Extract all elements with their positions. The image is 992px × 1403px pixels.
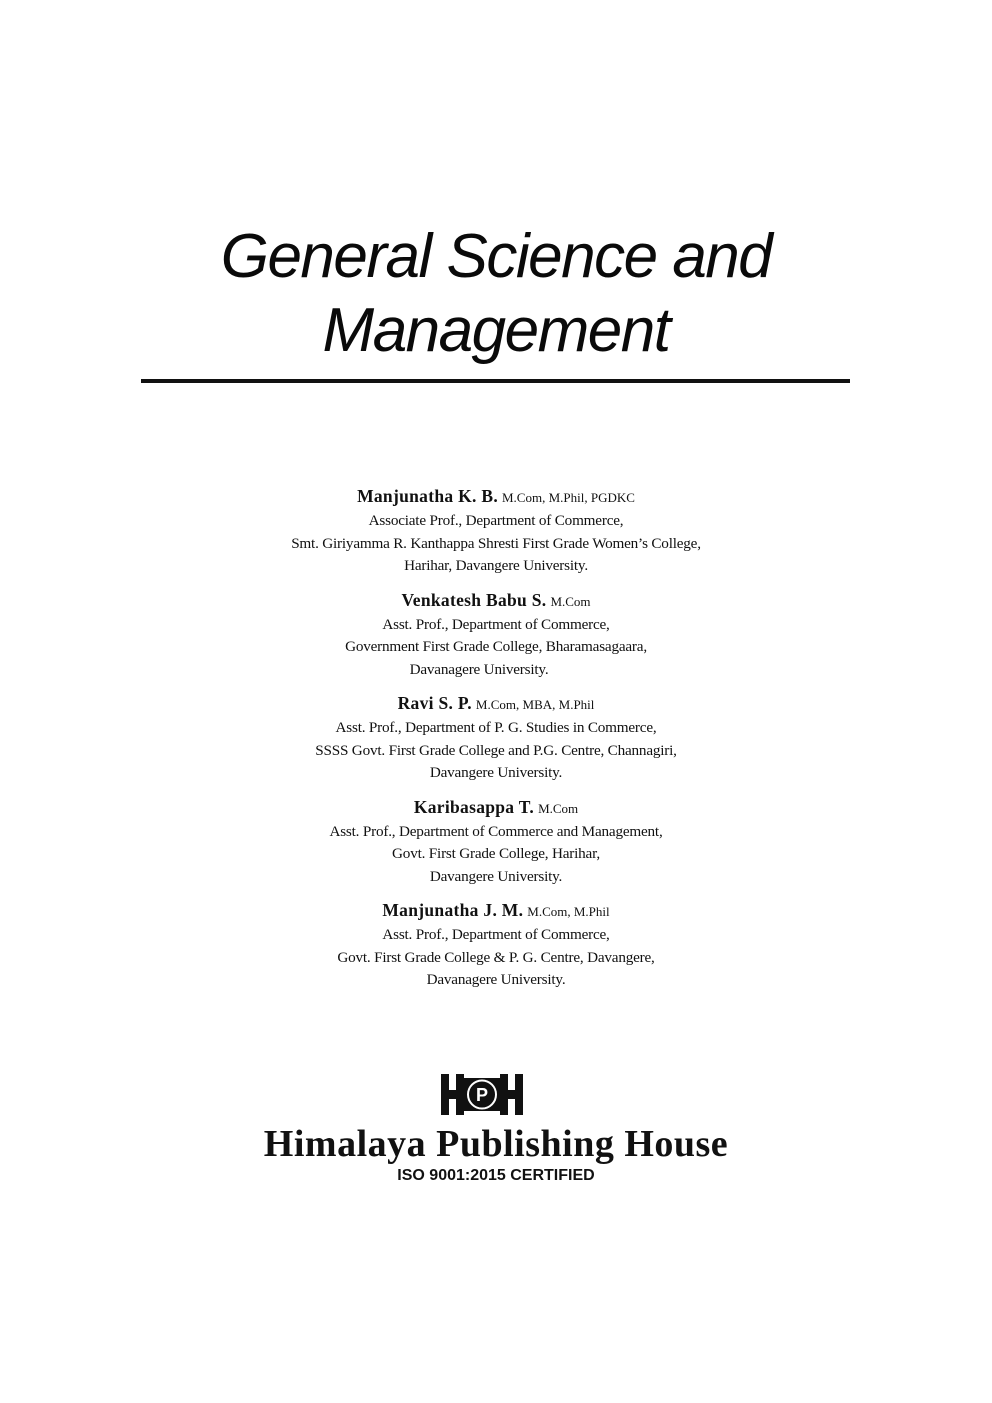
title-line-2: Management	[322, 296, 670, 365]
title-line-1: General Science and	[220, 222, 772, 291]
author-affiliation-line: Smt. Giriyamma R. Kanthappa Shresti First Grade Women’s College,	[291, 534, 701, 552]
title-divider	[141, 379, 850, 383]
author-degrees: M.Com, M.Phil, PGDKC	[502, 490, 635, 505]
author-affiliation-line: Asst. Prof., Department of Commerce,	[382, 926, 610, 943]
author-affiliation-line: Associate Prof., Department of Commerce,	[368, 512, 624, 529]
author-affiliation-line: Harihar, Davangere University.	[404, 557, 588, 574]
author-entry	[0, 484, 992, 578]
author-affiliation-line: Asst. Prof., Department of Commerce,	[382, 615, 610, 633]
author-affiliation-line: Asst. Prof., Department of Commerce and Management,	[329, 822, 663, 840]
author-affiliation-line: SSSS Govt. First Grade College and P.G. Centre, Channagiri,	[315, 741, 677, 759]
author-name: Manjunatha J. M.	[382, 900, 524, 920]
author-degrees: M.Com, M.Phil	[527, 904, 610, 919]
author-entry	[0, 691, 992, 785]
author-name: Ravi S. P.	[397, 693, 472, 713]
author-affiliation-line: Govt. First Grade College & P. G. Centre, Davangere,	[337, 948, 655, 966]
iso-certification: ISO 9001:2015 CERTIFIED	[397, 1167, 595, 1184]
publisher-name: Himalaya Publishing House	[263, 1123, 729, 1165]
author-entry	[0, 795, 992, 889]
author-entry	[0, 898, 992, 992]
author-list	[0, 484, 992, 1002]
author-degrees: M.Com, MBA, M.Phil	[475, 697, 595, 712]
author-affiliation-line: Davangere University.	[429, 764, 563, 781]
svg-text:P: P	[475, 1085, 489, 1105]
author-name: Karibasappa T.	[413, 796, 535, 817]
author-affiliation-line: Davangere University.	[429, 867, 563, 885]
author-affiliation-line: Davanagere University.	[426, 971, 566, 988]
hph-logo-icon	[441, 1074, 523, 1115]
book-title	[0, 220, 992, 368]
author-degrees: M.Com	[538, 800, 579, 816]
author-entry	[0, 588, 992, 682]
author-affiliation-line: Asst. Prof., Department of P. G. Studies in Commerce,	[335, 719, 657, 736]
author-degrees: M.Com	[550, 593, 591, 609]
author-affiliation-line: Government First Grade College, Bharamasagaara,	[345, 638, 647, 655]
author-name: Venkatesh Babu S.	[401, 589, 547, 610]
author-affiliation-line: Davanagere University.	[409, 660, 549, 678]
author-name: Manjunatha K. B.	[357, 486, 498, 506]
author-affiliation-line: Govt. First Grade College, Harihar,	[392, 845, 600, 862]
